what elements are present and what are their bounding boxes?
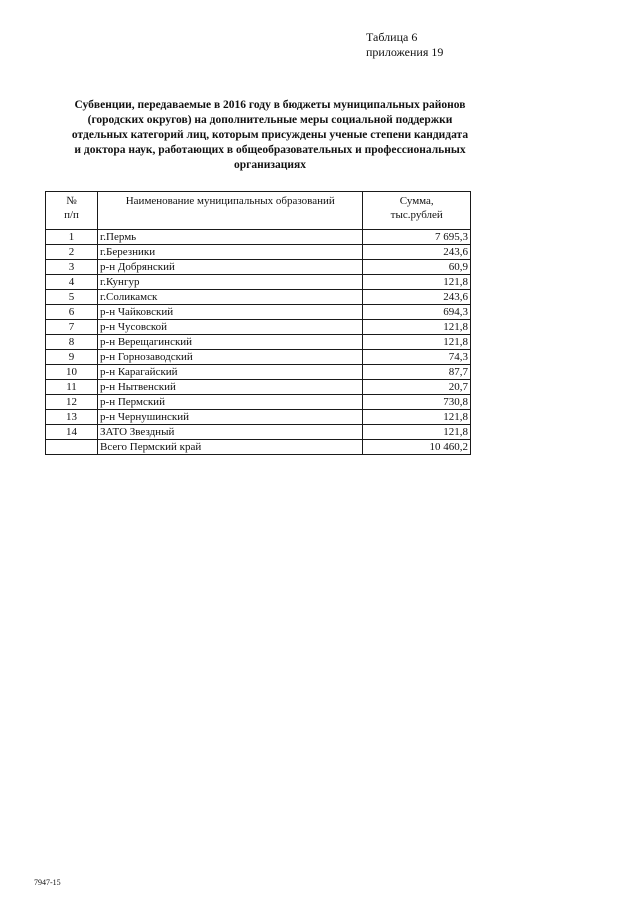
row-number: 10 <box>46 365 98 380</box>
row-name: р-н Верещагинский <box>98 335 363 350</box>
row-number: 14 <box>46 425 98 440</box>
header-sum-line2: тыс.рублей <box>390 209 443 221</box>
row-number: 8 <box>46 335 98 350</box>
table-row <box>46 230 471 245</box>
table-row <box>46 425 471 440</box>
row-name: р-н Чайковский <box>98 305 363 320</box>
row-sum: 694,3 <box>363 305 471 320</box>
row-name: р-н Карагайский <box>98 365 363 380</box>
row-number: 1 <box>46 230 98 245</box>
row-sum: 121,8 <box>363 320 471 335</box>
row-number: 2 <box>46 245 98 260</box>
header-name: Наименование муниципальных образований <box>98 192 363 230</box>
row-sum: 121,8 <box>363 335 471 350</box>
title-line: отдельных категорий лиц, которым присуждены ученые степени кандидата <box>71 129 469 141</box>
row-name: г.Пермь <box>98 230 363 245</box>
row-sum: 20,7 <box>363 380 471 395</box>
table-row <box>46 245 471 260</box>
title-line: Субвенции, передаваемые в 2016 году в бюджеты муниципальных районов <box>74 99 466 111</box>
table-row <box>46 335 471 350</box>
header-number-line2: п/п <box>64 209 79 221</box>
row-sum: 60,9 <box>363 260 471 275</box>
header-number <box>46 192 98 230</box>
table-row <box>46 320 471 335</box>
row-sum: 121,8 <box>363 410 471 425</box>
row-name: р-н Нытвенский <box>98 380 363 395</box>
row-number: 3 <box>46 260 98 275</box>
total-sum: 10 460,2 <box>363 440 471 455</box>
row-number: 7 <box>46 320 98 335</box>
row-name: г.Соликамск <box>98 290 363 305</box>
total-number <box>46 440 98 455</box>
row-number: 9 <box>46 350 98 365</box>
table-row <box>46 365 471 380</box>
table-row <box>46 380 471 395</box>
row-name: ЗАТО Звездный <box>98 425 363 440</box>
row-name: р-н Чусовской <box>98 320 363 335</box>
row-number: 6 <box>46 305 98 320</box>
row-sum: 87,7 <box>363 365 471 380</box>
row-sum: 121,8 <box>363 425 471 440</box>
table-header-row <box>46 192 471 230</box>
row-number: 12 <box>46 395 98 410</box>
table-row <box>46 290 471 305</box>
row-name: г.Кунгур <box>98 275 363 290</box>
title-line: и доктора наук, работающих в общеобразовательных и профессиональных <box>74 144 466 156</box>
row-sum: 243,6 <box>363 290 471 305</box>
header-sum-line1: Сумма, <box>399 195 434 207</box>
row-sum: 121,8 <box>363 275 471 290</box>
total-name: Всего Пермский край <box>98 440 363 455</box>
row-sum: 243,6 <box>363 245 471 260</box>
document-code: 7947-15 <box>34 878 61 887</box>
row-sum: 74,3 <box>363 350 471 365</box>
row-number: 4 <box>46 275 98 290</box>
table-row <box>46 305 471 320</box>
appendix-number: приложения 19 <box>366 45 444 59</box>
title-line: организациях <box>234 159 306 171</box>
table-number: Таблица 6 <box>366 30 418 44</box>
header-sum <box>363 192 471 230</box>
table-row <box>46 275 471 290</box>
document-title <box>40 98 500 173</box>
row-sum: 7 695,3 <box>363 230 471 245</box>
row-number: 11 <box>46 380 98 395</box>
table-row <box>46 410 471 425</box>
table-total-row <box>46 440 471 455</box>
row-sum: 730,8 <box>363 395 471 410</box>
row-number: 13 <box>46 410 98 425</box>
row-name: р-н Горнозаводский <box>98 350 363 365</box>
table-row <box>46 395 471 410</box>
row-name: р-н Чернушинский <box>98 410 363 425</box>
title-line: (городских округов) на дополнительные меры социальной поддержки <box>87 114 453 126</box>
table-row <box>46 260 471 275</box>
table-reference-note <box>366 30 443 60</box>
subsidy-table <box>45 191 471 455</box>
table-row <box>46 350 471 365</box>
row-number: 5 <box>46 290 98 305</box>
header-number-line1: № <box>66 195 77 207</box>
row-name: р-н Пермский <box>98 395 363 410</box>
row-name: г.Березники <box>98 245 363 260</box>
row-name: р-н Добрянский <box>98 260 363 275</box>
